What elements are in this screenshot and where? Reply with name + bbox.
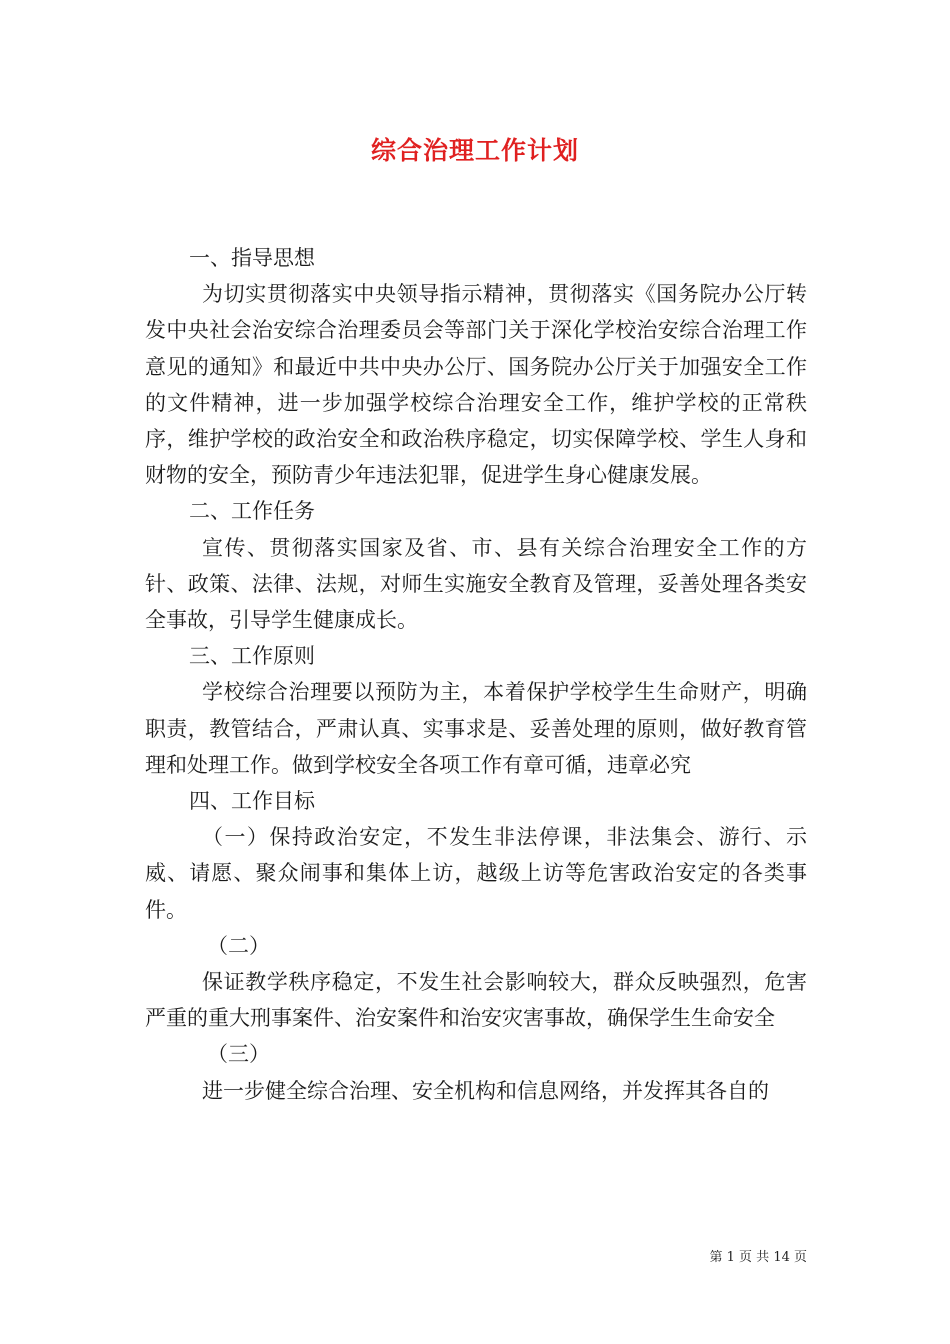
paragraph-goal-three: 进一步健全综合治理、安全机构和信息网络，并发挥其各自的 [202, 1078, 769, 1103]
document-body [145, 240, 807, 1109]
document-title: 综合治理工作计划 [370, 136, 579, 165]
section-heading-tasks: 二、工作任务 [189, 499, 315, 524]
section-heading-guiding-thought: 一、指导思想 [189, 246, 315, 270]
paragraph-principles: 学校综合治理要以预防为主，本着保护学校学生生命财产，明确职责，教管结合，严肃认真、实事求是、妥善处理的原则，做好教育管理和处理工作。做到学校安全各项工作有章可循，违章必究 [145, 680, 807, 777]
paragraph-tasks: 宣传、贯彻落实国家及省、市、县有关综合治理安全工作的方针、政策、法律、法规，对师生实施安全教育及管理，妥善处理各类安全事故，引导学生健康成长。 [145, 535, 807, 633]
paragraph-guiding-thought: 为切实贯彻落实中央领导指示精神，贯彻落实《国务院办公厅转发中央社会治安综合治理委员会等部门关于深化学校治安综合治理工作意见的通知》和最近中共中央办公厅、国务院办公厅关于加强安全工作的文件精神，进一步加强学校综合治理安全工作，维护学校的正常秩序，维护学校的政治安全和政治秩序稳定，切实保障学校、学生人身和财物的安全，预防青少年违法犯罪，促进学生身心健康发展。 [145, 282, 807, 488]
section-heading-goals: 四、工作目标 [189, 789, 315, 814]
paragraph-goal-one: （一）保持政治安定，不发生非法停课，非法集会、游行、示威、请愿、聚众闹事和集体上访，越级上访等危害政治安定的各类事件。 [145, 825, 807, 922]
item-label-two: （二） [207, 933, 270, 958]
section-heading-principles: 三、工作原则 [189, 644, 315, 669]
item-label-three: （三） [207, 1042, 270, 1067]
page-number-footer: 第 1 页 共 14 页 [709, 1250, 807, 1265]
paragraph-goal-two: 保证教学秩序稳定，不发生社会影响较大，群众反映强烈，危害严重的重大刑事案件、治安案件和治安灾害事故，确保学生生命安全 [145, 970, 807, 1031]
